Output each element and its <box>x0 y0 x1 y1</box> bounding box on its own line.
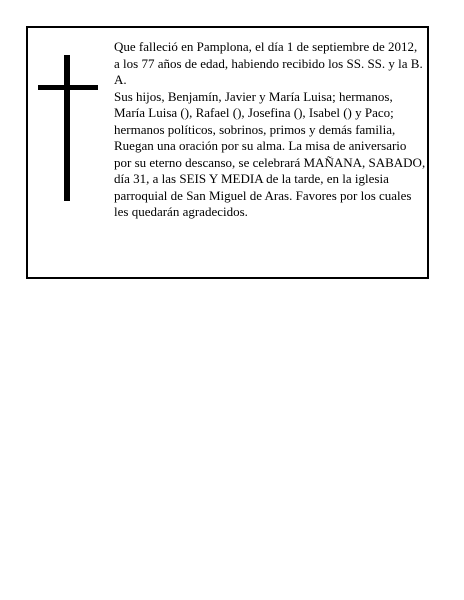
obituary-text <box>114 39 426 221</box>
obituary-paragraph-death: Que falleció en Pamplona, el día 1 de septiembre de 2012, a los 77 años de edad, habiendo recibido los SS. SS. y la B. A. <box>114 39 423 87</box>
cross-vertical-bar <box>64 55 70 201</box>
obituary-paragraph-family: Sus hijos, Benjamín, Javier y María Luisa; hermanos, María Luisa (), Rafael (), Josefina (), Isabel () y Paco; hermanos políticos, sobrinos, primos y demás familia, Ruegan una oración por su alma. La misa de aniversario por su eterno descanso, se celebrará MAÑANA, SABADO, día 31, a las SEIS Y MEDIA de la tarde, en la iglesia parroquial de San Miguel de Aras. Favores por los cuales les quedarán agradecidos. <box>114 88 426 219</box>
obituary-notice <box>26 26 429 279</box>
cross-horizontal-bar <box>38 85 98 90</box>
cross-icon <box>38 55 98 201</box>
